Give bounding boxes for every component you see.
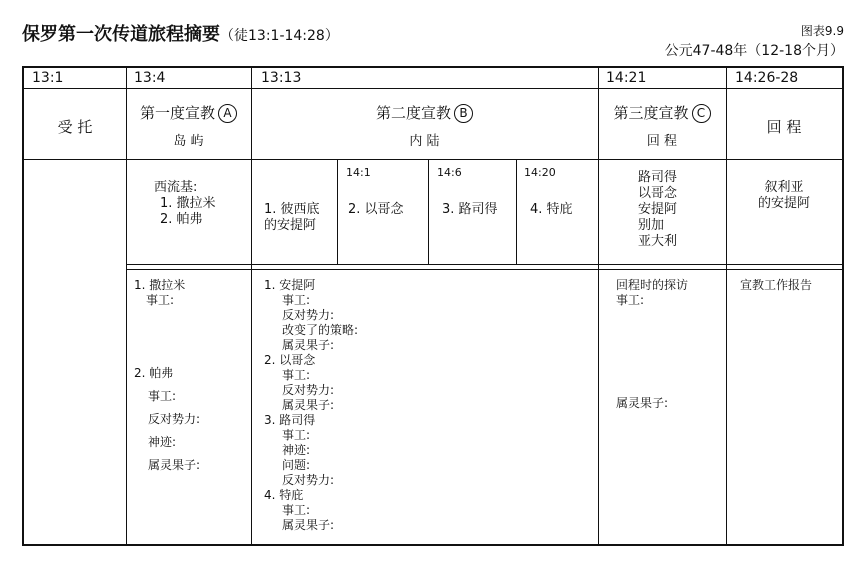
detail-group-derbe: 4. 特庇 事工: 属灵果子: [264, 488, 335, 532]
sub-column-rule-1 [337, 159, 338, 264]
detail-group-lystra: 3. 路司得 事工: 神迹: 问题: 反对势力: [264, 413, 335, 487]
ref-14-26-28: 14:26-28 [735, 70, 799, 86]
third-details-b: 属灵果子: [616, 396, 669, 410]
second-journey-header: 第二度宣教 B [251, 102, 598, 123]
ref-13-13: 13:13 [261, 70, 302, 86]
detail-group-iconium: 2. 以哥念 事工: 反对势力: 属灵果子: [264, 353, 335, 412]
letter-c-badge: C [692, 104, 711, 123]
ref-14-1: 14:1 [346, 166, 371, 179]
ref-13-1: 13:1 [32, 70, 64, 86]
third-places: 路司得 以哥念 安提阿 别加 亚大利 [638, 170, 678, 249]
detail-group-antioch: 1. 安提阿 事工: 反对势力: 改变了的策略: 属灵果子: [264, 278, 359, 352]
first-journey-sub: 岛 屿 [173, 134, 204, 149]
page-title: 保罗第一次传道旅程摘要（徒13:1-14:28） [22, 24, 339, 45]
places-rule-bottom [126, 269, 842, 270]
return-details: 宣教工作报告 [740, 278, 813, 292]
first-places: 西流基: 1. 撒拉米 2. 帕弗 [154, 180, 216, 227]
return-places: 叙利亚 的安提阿 [757, 180, 810, 211]
third-journey-sub: 回 程 [646, 134, 678, 149]
chart-number: 图表9.9 [800, 24, 844, 38]
ref-13-4: 13:4 [134, 70, 166, 86]
second-place-1: 1. 彼西底 的安提阿 [264, 202, 320, 233]
second-details [264, 278, 358, 533]
letter-b-badge: B [454, 104, 473, 123]
second-place-3: 3. 路司得 [442, 202, 498, 217]
ref-14-21: 14:21 [606, 70, 647, 86]
ref-14-6: 14:6 [437, 166, 462, 179]
third-journey-header: 第三度宣教 C [598, 102, 726, 123]
section-rule [24, 159, 842, 160]
commission-header: 受 托 [57, 118, 93, 136]
era-label: 公元47-48年（12-18个月） [664, 43, 844, 59]
second-place-4: 4. 特庇 [530, 202, 573, 217]
sub-column-rule-3 [516, 159, 517, 264]
sub-column-rule-2 [428, 159, 429, 264]
letter-a-badge: A [218, 104, 237, 123]
first-details-a: 1. 撒拉米 事工: [134, 278, 186, 307]
places-rule-top [126, 264, 842, 265]
ref-14-20: 14:20 [524, 166, 556, 179]
second-place-2: 2. 以哥念 [348, 202, 404, 217]
second-journey-sub: 内 陆 [409, 134, 440, 149]
first-details-b: 2. 帕弗 事工: 反对势力: 神迹: 属灵果子: [134, 366, 201, 472]
summary-table [22, 66, 844, 546]
first-journey-header: 第一度宣教 A [126, 102, 251, 123]
title-reference: （徒13:1-14:28） [220, 28, 339, 44]
header-rule [24, 88, 842, 89]
column-rule-4 [726, 68, 727, 544]
third-details-a: 回程时的探访 事工: [616, 278, 689, 307]
return-header: 回 程 [766, 118, 802, 136]
